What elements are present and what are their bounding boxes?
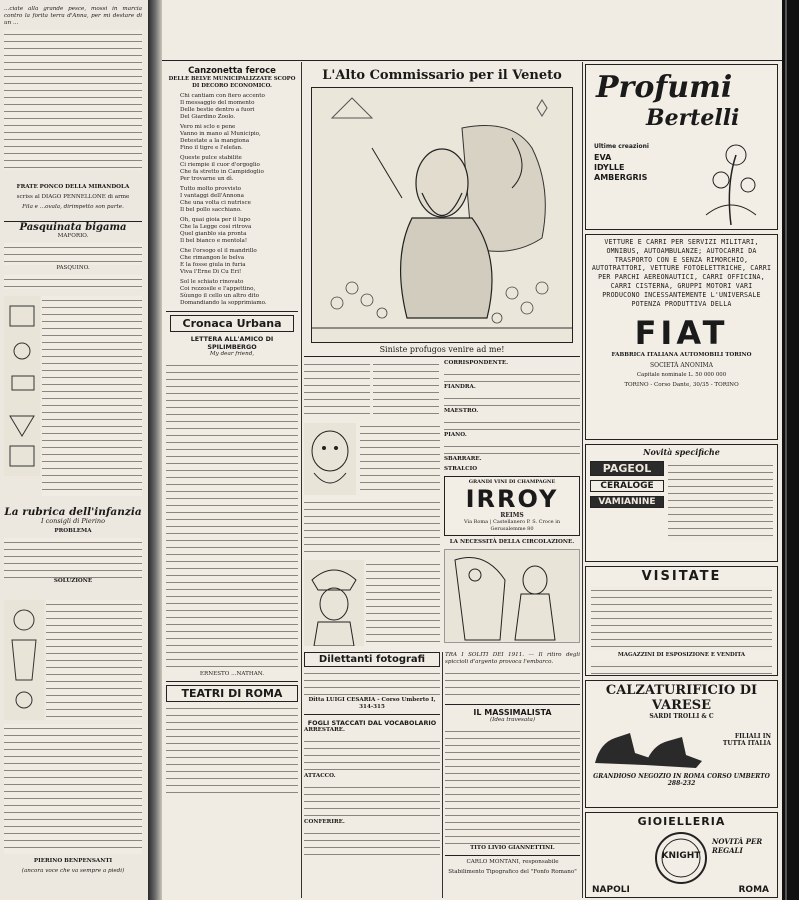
verse-line: Oh, quai gioia per il lupo xyxy=(180,217,251,223)
lettera-title: LETTERA ALL'AMICO DI SPILIMBERGO xyxy=(190,335,274,351)
profumi-ad xyxy=(585,64,778,230)
sbarrare-entry: SBARRARE. xyxy=(444,456,482,462)
napoli-label: NAPOLI xyxy=(592,885,630,895)
fiat-vetture-text: VETTURE E CARRI PER SERVIZI MILITARI, OMNIBUS, AUTOAMBULANZE; AUTOCARRI DA TRASPORTO CON E SENZA RIMORCHIO, AUTOTRATTORI, VETTURE FOTOELETTRICHE, CARRI PER PARCHI AEREONAUTICI, CARRI OFFICINA, CARRI CISTERNA, GRUPPI MOTORI VARI PRODUCONO INCESSANTEMENTE L'UNIVERSALE POTENZA PRODUTTIVA DELLA xyxy=(591,238,772,308)
irroy-top: GRANDI VINI DI CHAMPAGNE xyxy=(468,479,556,485)
cartoon-illustration xyxy=(311,87,573,343)
small-figures-icon xyxy=(4,296,40,476)
canzonetta-subtitle: DELLE BELVE MUNICIPALIZZATE SCOPO DI DECORO ECONOMICO. xyxy=(168,76,296,89)
fiat-societa: SOCIETÀ ANONIMA xyxy=(650,362,713,370)
left-footer-sign xyxy=(4,858,142,878)
right-dark-edge xyxy=(782,0,799,900)
column-3-lower xyxy=(445,652,580,898)
rubrica-title: La rubrica dell'infanzia xyxy=(4,506,142,518)
verse-line: Che la Legge cosi ritrova xyxy=(180,224,252,230)
ceraloge-label: CERALOGE xyxy=(590,480,664,492)
column-1 xyxy=(166,64,298,898)
calzaturificio-address: GRANDIOSO NEGOZIO IN ROMA CORSO UMBERTO 288-232 xyxy=(593,773,770,787)
cartoon-title: L'Alto Commissario per il Veneto xyxy=(322,68,562,83)
fiat-address: TORINO - Corso Dante, 30/35 - TORINO xyxy=(624,382,739,389)
necessita-title: LA NECESSITÀ DELLA CIRCOLAZIONE. xyxy=(449,539,575,545)
canzonetta-title: Canzonetta feroce xyxy=(188,66,276,76)
rubrica-text xyxy=(46,600,142,720)
fogli-entry-1: ARRESTARE. xyxy=(304,727,345,733)
dilettanti-box xyxy=(304,652,440,667)
calzaturificio-firm: SARDI TROLLI & C xyxy=(649,713,714,720)
fogli-entry-3: CONFERIRE. xyxy=(304,819,345,825)
verse-line: Quel gianblo sia pronta xyxy=(180,231,247,237)
novita-regali: NOVITÀ PER REGALI xyxy=(712,837,763,855)
shoes-icon xyxy=(590,723,710,773)
left-sign-2: scriss al DIAGO PENNELLONE di arme xyxy=(16,194,130,200)
verse-line: Il bel bianco e mentola! xyxy=(180,238,248,244)
fiat-capitale: Capitale nominale L. 50 000 000 xyxy=(636,372,727,379)
verse-line: Per trovarne un dì. xyxy=(180,176,234,182)
column-3-upper xyxy=(444,360,580,650)
verse-line: Che una volta ci nutrisce xyxy=(180,200,251,206)
cronaca-box xyxy=(170,315,294,332)
pasquinata-text-2 xyxy=(4,275,142,289)
verse-line: Sol le schiato rinovato xyxy=(180,279,244,285)
verse-line: Domandiando la sopprimiamo. xyxy=(180,300,267,306)
fiat-ad xyxy=(585,234,778,440)
maestro-entry: MAESTRO. xyxy=(444,408,479,414)
necessita-illustration xyxy=(444,549,580,643)
massimalista-sign: TITO LIVIO GIANNETTINI. xyxy=(470,845,555,851)
left-signature-block xyxy=(4,184,142,214)
verse-line: Sùungo il cello un altro dito xyxy=(180,293,260,299)
rubrica-text-continued xyxy=(4,724,142,854)
left-article-block xyxy=(4,6,142,182)
left-text-lines xyxy=(4,30,142,170)
lettera-sign: ERNESTO ...NATHAN. xyxy=(199,671,265,677)
verse-line: Che l'orsogo el il mandrillo xyxy=(180,248,257,254)
novita-ad xyxy=(585,444,778,562)
massimalista-title: IL MASSIMALISTA xyxy=(473,708,552,717)
lady-caricature-icon xyxy=(304,560,364,646)
verse-line: Vero mi sclo e pene xyxy=(180,124,236,130)
profumi-word: Profumi xyxy=(596,70,733,105)
circulation-cartoon-icon xyxy=(445,550,579,642)
cartoon-panel xyxy=(304,64,580,650)
fiandra-entry: FIANDRA. xyxy=(444,384,476,390)
profumi-items: EVA IDYLLE AMBERGRIS xyxy=(594,153,648,182)
left-sign-3: Fila e ...ovala, dirimpetto son parte. xyxy=(22,204,124,210)
footer-printer: Stabilimento Tipografico del "Fonfo Romano" xyxy=(448,869,577,875)
gioielleria-title: GIOIELLERIA xyxy=(637,815,726,828)
pierino-sign: PIERINO BENPENSANTI xyxy=(33,858,113,864)
calzaturificio-ad xyxy=(585,680,778,808)
rubrica-subtitle: I consigli di Pierino xyxy=(40,517,106,525)
verse-line: Fino il tigre e l'elefan. xyxy=(180,145,243,151)
verse-line: Delle bestie dentro a fuori xyxy=(180,107,255,113)
verse-line: Queste pulce stabilite xyxy=(180,155,242,161)
verse-line: Detestate a la mangiona xyxy=(180,138,250,144)
verse-line: Vanno in mano al Municipio, xyxy=(180,131,261,137)
verse-line: E la fosse giula in furia xyxy=(180,262,246,268)
calzaturificio-title: CALZATURIFICIO DI VARESE xyxy=(605,683,758,713)
verse-line: Che rimangon le belva xyxy=(180,255,245,261)
left-page xyxy=(0,0,148,900)
teatri-box xyxy=(166,685,298,702)
gioielleria-ad xyxy=(585,812,778,898)
pasquinata-text xyxy=(4,243,142,265)
irroy-ad xyxy=(444,476,580,536)
verse-line: Del Giardino Zoolo. xyxy=(180,114,236,120)
lettera-subtitle: My dear friend, xyxy=(209,351,255,357)
fiat-logo: FIAT xyxy=(634,314,729,353)
magazzini-label: MAGAZZINI DI ESPOSIZIONE E VENDITA xyxy=(617,652,746,658)
verse-line: Chi cantiam con fiero accento xyxy=(180,93,265,99)
roma-label: ROMA xyxy=(738,885,769,895)
caricature-1 xyxy=(304,423,356,495)
visitate-ad xyxy=(585,566,778,676)
top-rule xyxy=(162,60,782,61)
pasquinata-author: MAFORIO. xyxy=(57,233,89,239)
verse-line: Viva l'Erne Di Cu Eri! xyxy=(180,269,242,275)
child-figure-icon xyxy=(4,600,44,720)
bertelli-word: Bertelli xyxy=(646,105,740,131)
left-illustration-column xyxy=(4,296,40,476)
commissioner-cartoon-icon xyxy=(312,88,572,342)
rubrica-block xyxy=(4,506,142,588)
caricature-head-icon xyxy=(304,423,356,495)
massimalista-subtitle: (Idea travesata) xyxy=(489,717,536,723)
irroy-city: REIMS xyxy=(500,512,524,519)
verse-line: I vantaggi dell'Annona xyxy=(180,193,244,199)
verse-line: Tutto molto provvisto xyxy=(180,186,242,192)
canzonetta-verse xyxy=(166,93,298,307)
soluzione-label: SOLUZIONE xyxy=(53,578,93,584)
main-page xyxy=(162,0,782,900)
left-intro-text: ...ciate alla grande pesce, mossi in marcia contro la forita terra d'Anna, per mi destare di un ... xyxy=(4,6,142,26)
rubrica-illustration xyxy=(4,600,44,720)
verse-line: Che fa stretto in Campidoglio xyxy=(180,169,264,175)
verse-line: Il messaggio del momento xyxy=(180,100,255,106)
left-sign-1: FRATE PONCO DELLA MIRANDOLA xyxy=(16,184,130,190)
column-2-upper xyxy=(304,360,440,650)
necessita-caption: TRA I SOLITI DEI 1911. — Il ritiro degli spiccioli d'argento provoca l'embarco. xyxy=(445,652,580,665)
column-2-lower xyxy=(304,652,440,898)
pasquinata-title: Pasquinata bigama xyxy=(19,222,127,233)
left-side-text xyxy=(42,296,142,496)
fogli-entry-2: ATTACCO. xyxy=(304,773,336,779)
pasquinata-block xyxy=(4,222,142,289)
fogli-title: FOGLI STACCATI DAL VOCABOLARIO xyxy=(307,719,437,727)
teatri-title: TEATRI DI ROMA xyxy=(181,687,283,700)
problema-label: PROBLEMA xyxy=(54,528,92,534)
lettera-body xyxy=(166,361,298,669)
corrispondente-entry: CORRISPONDENTE. xyxy=(444,360,509,366)
binding-gutter xyxy=(148,0,162,900)
caricature-2 xyxy=(304,560,364,646)
cronaca-title: Cronaca Urbana xyxy=(182,317,282,330)
calzaturificio-filiali: FILIALI IN TUTTA ITALIA xyxy=(722,733,771,747)
verse-line: Ci riempie il cuor d'orgoglio xyxy=(180,162,260,168)
cartoon-caption: Siniste profugos venire ad me! xyxy=(379,345,505,354)
perfume-flower-icon xyxy=(696,135,766,225)
verse-line: Il bel pollo sacchiano. xyxy=(180,207,242,213)
profumi-tag: Ultime creazioni xyxy=(594,143,649,150)
pageol-label: PAGEOL xyxy=(590,461,664,476)
dilettanti-title: Dilettanti fotografi xyxy=(318,654,426,665)
column-4-ads xyxy=(585,64,778,898)
visitate-title: VISITATE xyxy=(641,569,722,584)
verse-line: Coi rezzosile e l'appettino, xyxy=(180,286,256,292)
pasquinata-sign: PASQUINO. xyxy=(56,265,90,271)
dilettanti-address: Ditta LUIGI CESARIA - Corso Umberto I, 314-315 xyxy=(308,697,436,710)
stralcio-entry: STRALCIO xyxy=(444,466,478,472)
teatri-body xyxy=(166,704,298,794)
novita-title: Novità specifiche xyxy=(643,447,720,457)
irroy-address: Via Roma | Castellanero P. S. Croce in Gerusalemme 80 xyxy=(463,519,561,532)
knight-label: KNIGHT xyxy=(661,851,701,861)
vamianine-label: VAMIANINE xyxy=(590,496,664,508)
piano-entry: PIANO. xyxy=(444,432,467,438)
pierino-note: (ancora voce che va sempre a piedi) xyxy=(21,868,125,874)
footer-name: CARLO MONTANI, responsabile xyxy=(466,859,559,865)
fiat-subtitle: FABBRICA ITALIANA AUTOMOBILI TORINO xyxy=(611,352,752,359)
irroy-name: IRROY xyxy=(465,485,559,513)
